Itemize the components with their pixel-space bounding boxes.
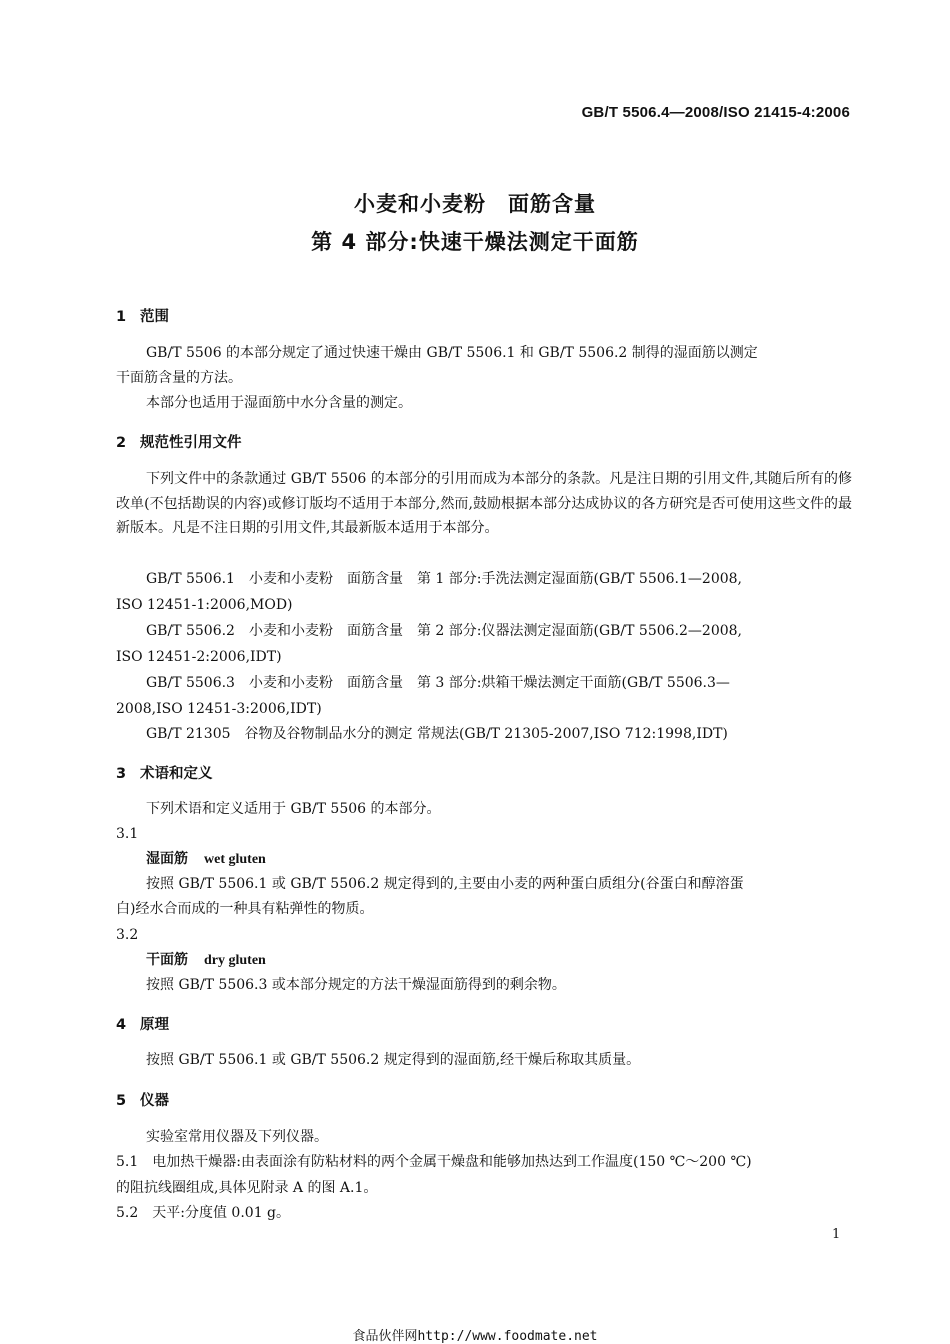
section-number: 5 (116, 1093, 127, 1109)
section-3-intro: 下列术语和定义适用于 GB/T 5506 的本部分。 (146, 801, 441, 817)
section-number: 2 (116, 435, 127, 451)
document-title-line1: 小麦和小麦粉 面筋含量 (354, 192, 596, 216)
section-1-paragraph-2: 本部分也适用于湿面筋中水分含量的测定。 (146, 395, 412, 411)
section-5-intro: 实验室常用仪器及下列仪器。 (146, 1129, 328, 1145)
instrument-5-1-line1: 5.1 电加热干燥器:由表面涂有防粘材料的两个金属干燥盘和能够加热达到工作温度(150 ℃～200 ℃) (116, 1154, 752, 1170)
term-3-1-definition-line2: 白)经水合而成的一种具有粘弹性的物质。 (116, 901, 374, 917)
term-cn: 干面筋 (146, 952, 188, 968)
section-title: 术语和定义 (140, 766, 213, 782)
term-3-2-definition: 按照 GB/T 5506.3 或本部分规定的方法干燥湿面筋得到的剩余物。 (146, 977, 566, 993)
reference-2-line2: ISO 12451-2:2006,IDT) (116, 649, 282, 665)
document-title-line2: 第 4 部分:快速干燥法测定干面筋 (311, 230, 639, 254)
section-1-paragraph-line2: 干面筋含量的方法。 (116, 370, 242, 386)
section-number: 4 (116, 1017, 127, 1033)
term-en: wet gluten (204, 852, 266, 867)
section-title: 范围 (140, 309, 169, 325)
footer-watermark: 食品伙伴网http://www.foodmate.net (352, 1329, 598, 1344)
section-4-paragraph: 按照 GB/T 5506.1 或 GB/T 5506.2 规定得到的湿面筋,经干燥后称取其质量。 (146, 1052, 641, 1068)
section-2-heading (116, 431, 242, 452)
reference-4: GB/T 21305 谷物及谷物制品水分的测定 常规法(GB/T 21305-2007,ISO 712:1998,IDT) (146, 726, 728, 742)
term-3-1-heading (146, 848, 266, 868)
section-3-heading (116, 762, 213, 783)
section-number: 3 (116, 766, 127, 782)
reference-3-line1: GB/T 5506.3 小麦和小麦粉 面筋含量 第 3 部分:烘箱干燥法测定干面筋(GB/T 5506.3— (146, 675, 730, 691)
term-3-2-number: 3.2 (116, 927, 139, 943)
term-en: dry gluten (204, 953, 266, 968)
section-5-heading (116, 1089, 169, 1110)
standard-number: GB/T 5506.4—2008/ISO 21415-4:2006 (581, 104, 850, 121)
instrument-5-1-line2: 的阻抗线圈组成,具体见附录 A 的图 A.1。 (116, 1180, 378, 1196)
instrument-5-2: 5.2 天平:分度值 0.01 g。 (116, 1205, 291, 1221)
section-4-heading (116, 1013, 169, 1034)
section-number: 1 (116, 309, 127, 325)
section-title: 规范性引用文件 (140, 435, 242, 451)
reference-1-line2: ISO 12451-1:2006,MOD) (116, 597, 293, 613)
section-title: 仪器 (140, 1093, 169, 1109)
section-1-heading (116, 305, 169, 326)
section-2-intro: 下列文件中的条款通过 GB/T 5506 的本部分的引用而成为本部分的条款。凡是注日期的引用文件,其随后所有的修改单(不包括勘误的内容)或修订版均不适用于本部分,然而,鼓励根据本部分达成协议的各方研究是否可使用这些文件的最新版本。凡是不注日期的引用文件,其最新版本适用于本部分。 (116, 471, 852, 536)
section-1-paragraph-line1: GB/T 5506 的本部分规定了通过快速干燥由 GB/T 5506.1 和 GB/T 5506.2 制得的湿面筋以测定 (146, 345, 758, 361)
term-3-1-number: 3.1 (116, 826, 139, 842)
section-title: 原理 (140, 1017, 169, 1033)
term-3-1-definition-line1: 按照 GB/T 5506.1 或 GB/T 5506.2 规定得到的,主要由小麦的两种蛋白质组分(谷蛋白和醇溶蛋 (146, 876, 744, 892)
reference-2-line1: GB/T 5506.2 小麦和小麦粉 面筋含量 第 2 部分:仪器法测定湿面筋(GB/T 5506.2—2008, (146, 623, 742, 639)
page-number: 1 (832, 1227, 841, 1242)
term-cn: 湿面筋 (146, 851, 188, 867)
reference-3-line2: 2008,ISO 12451-3:2006,IDT) (116, 701, 322, 717)
term-3-2-heading (146, 949, 266, 969)
reference-1-line1: GB/T 5506.1 小麦和小麦粉 面筋含量 第 1 部分:手洗法测定湿面筋(GB/T 5506.1—2008, (146, 571, 742, 587)
